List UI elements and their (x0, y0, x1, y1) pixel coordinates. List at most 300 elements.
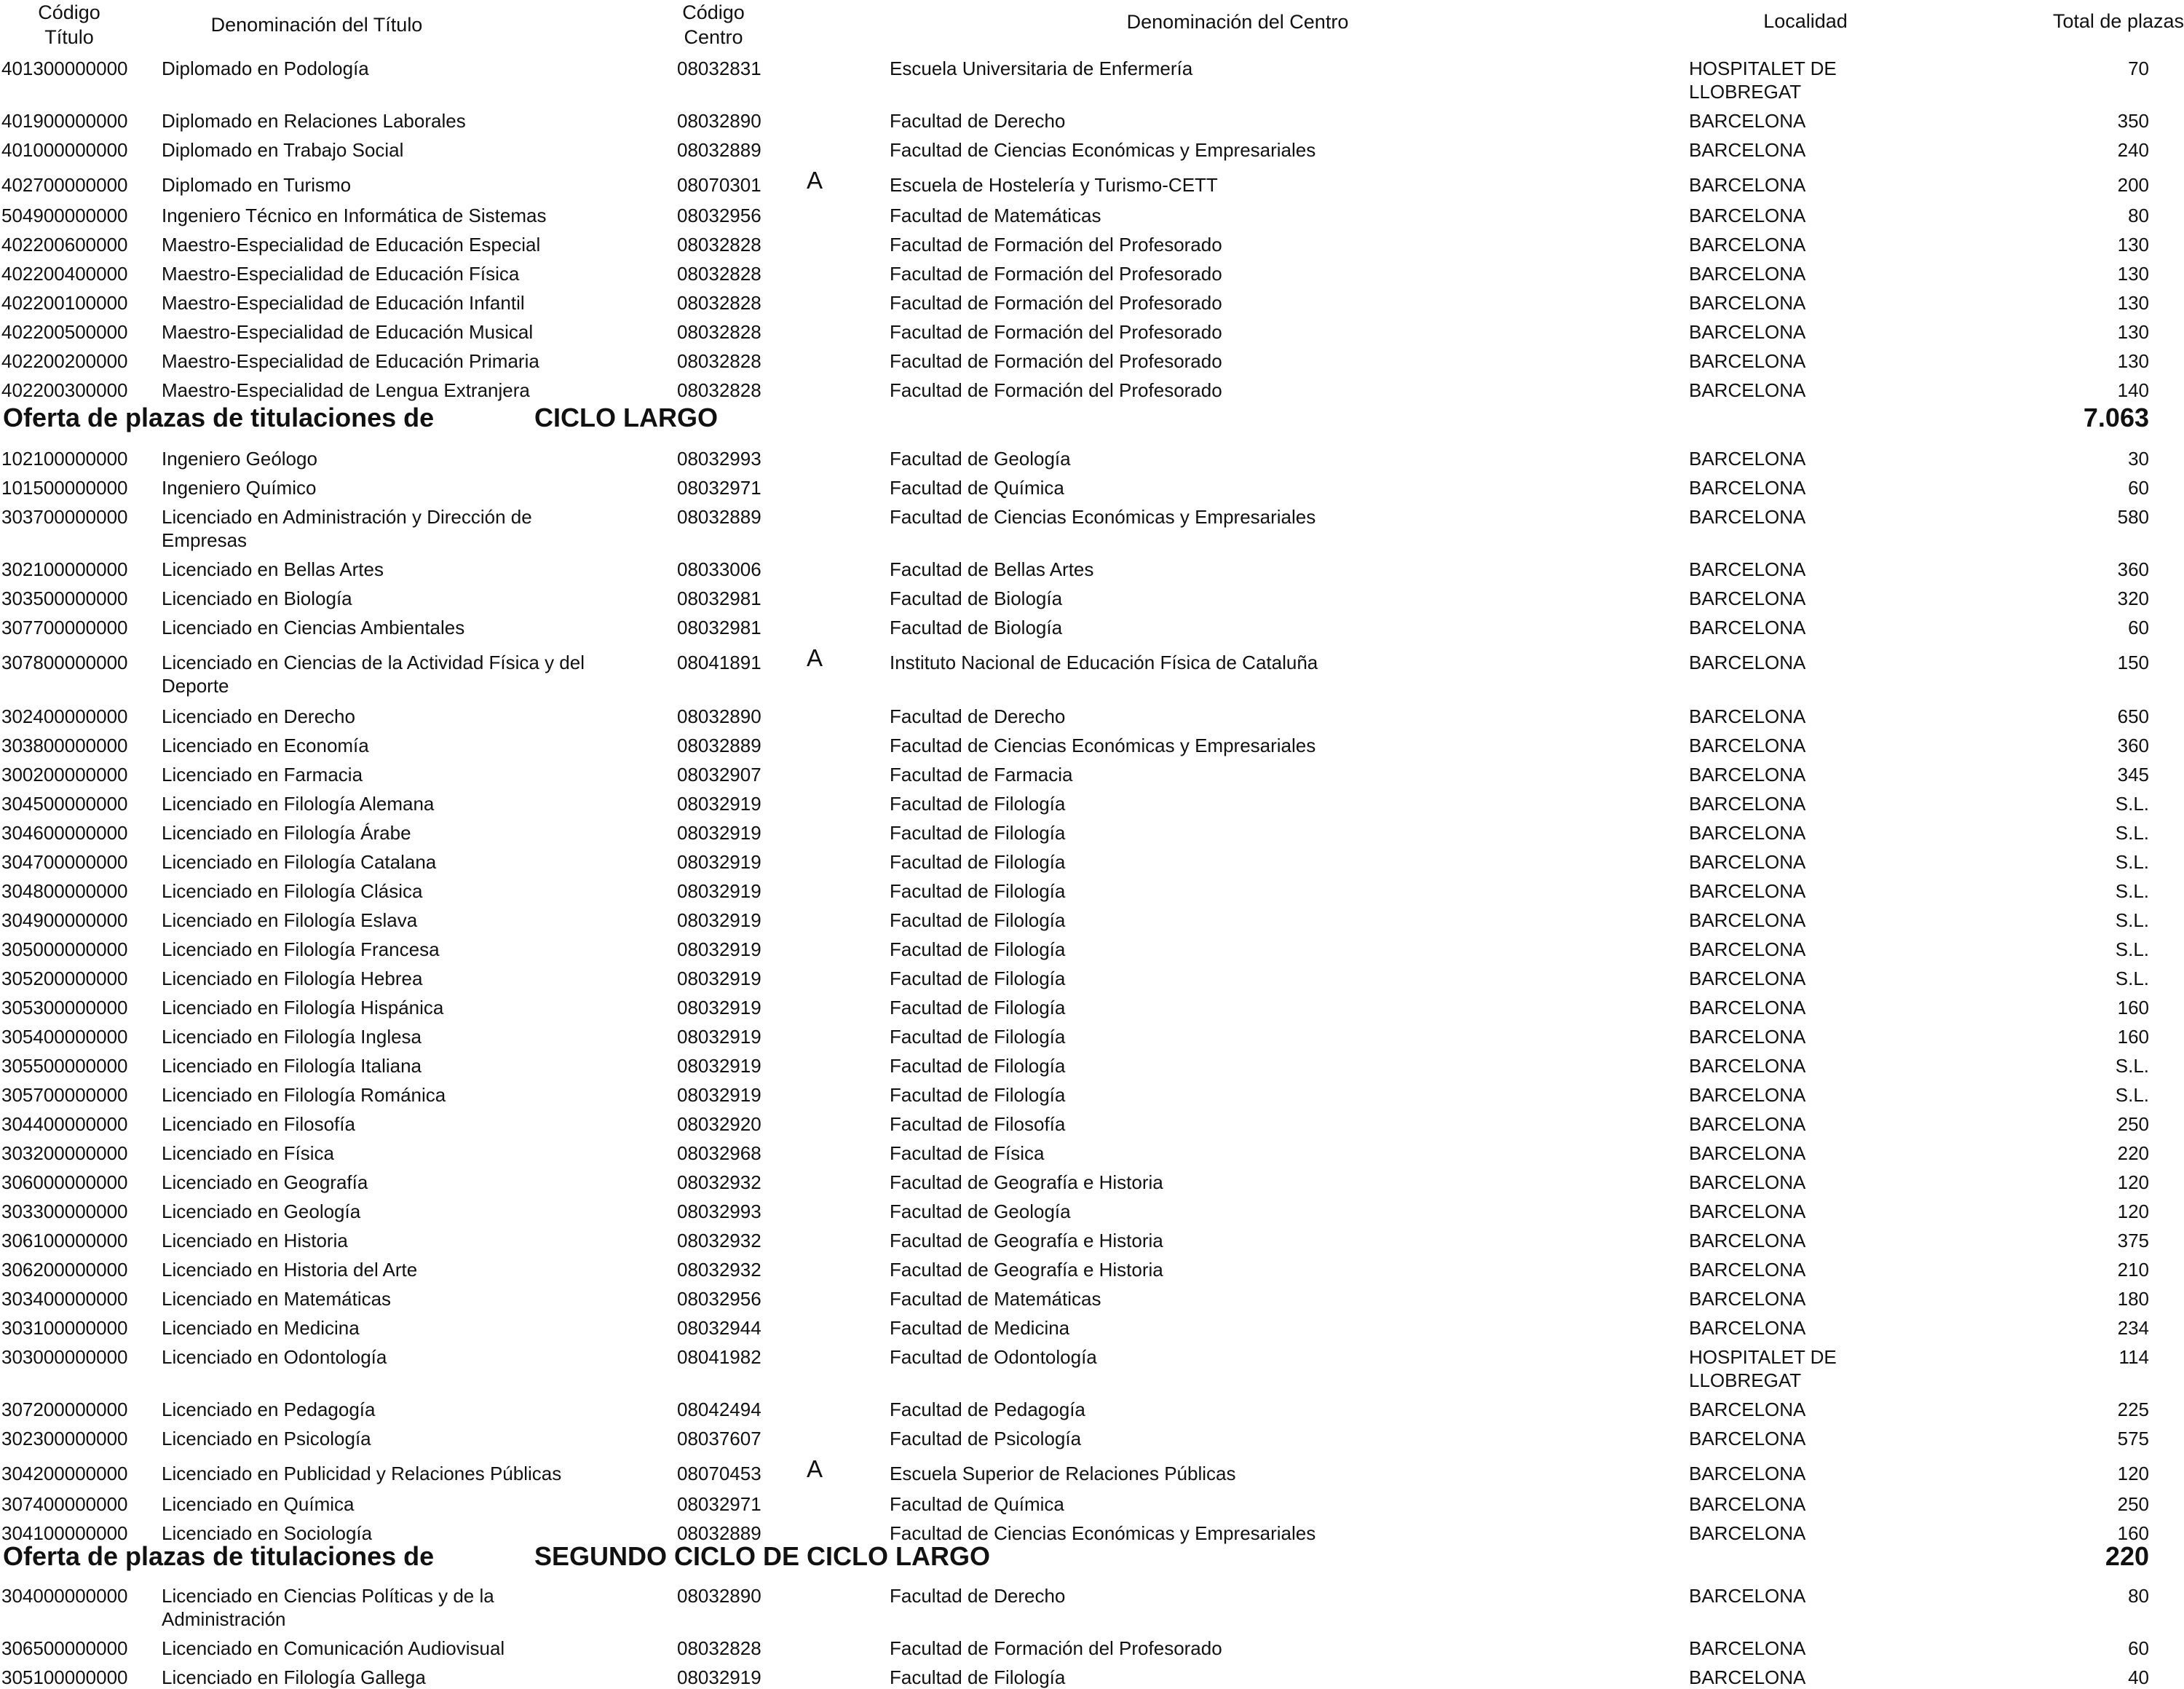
row-total: S.L. (2115, 880, 2149, 902)
row-locality: BARCELONA (1689, 705, 1806, 727)
row-title: Licenciado en Historia del Arte (162, 1259, 418, 1281)
row-center-code: 08032828 (677, 321, 761, 343)
row-total: S.L. (2115, 793, 2149, 815)
row-total: 240 (2117, 139, 2149, 161)
row-center: Facultad de Geología (890, 448, 1071, 470)
row-code: 304600000000 (1, 822, 128, 844)
row-total: 234 (2117, 1317, 2149, 1339)
row-title: Licenciado en Filología Inglesa (162, 1026, 422, 1048)
row-title: Licenciado en Medicina (162, 1317, 360, 1339)
row-locality: BARCELONA (1689, 292, 1806, 314)
row-title: Licenciado en Filosofía (162, 1113, 355, 1135)
row-code: 305100000000 (1, 1666, 128, 1688)
row-locality: BARCELONA (1689, 205, 1806, 226)
row-code: 402200300000 (1, 379, 128, 401)
row-locality: BARCELONA (1689, 764, 1806, 786)
row-title: Maestro-Especialidad de Educación Musical (162, 321, 534, 343)
row-center-code: 08032890 (677, 705, 761, 727)
row-locality: BARCELONA (1689, 851, 1806, 873)
row-code: 305000000000 (1, 938, 128, 960)
row-center-code: 08032828 (677, 263, 761, 285)
row-center-code: 08032890 (677, 1585, 761, 1607)
row-total: 60 (2128, 1637, 2149, 1659)
row-code: 300200000000 (1, 764, 128, 786)
row-locality: BARCELONA (1689, 379, 1806, 401)
row-center: Facultad de Formación del Profesorado (890, 234, 1222, 256)
row-locality: BARCELONA (1689, 1637, 1806, 1659)
row-code: 304000000000 (1, 1585, 128, 1607)
row-center-code: 08032919 (677, 880, 761, 902)
row-locality: BARCELONA (1689, 1259, 1806, 1281)
row-center: Facultad de Matemáticas (890, 1288, 1101, 1310)
row-total: S.L. (2115, 1055, 2149, 1077)
row-locality: BARCELONA (1689, 558, 1806, 580)
row-locality: BARCELONA (1689, 1142, 1806, 1164)
row-center: Facultad de Formación del Profesorado (890, 1637, 1222, 1659)
row-title: Diplomado en Turismo (162, 174, 352, 196)
row-locality: BARCELONA (1689, 1201, 1806, 1222)
row-total: S.L. (2115, 851, 2149, 873)
row-center-code: 08032889 (677, 1522, 761, 1544)
row-center-code: 08032828 (677, 1637, 761, 1659)
row-center-code: 08032919 (677, 822, 761, 844)
row-center: Facultad de Medicina (890, 1317, 1070, 1339)
row-center: Facultad de Derecho (890, 705, 1066, 727)
row-title: Licenciado en Ciencias Ambientales (162, 617, 465, 638)
row-center-code: 08032919 (677, 909, 761, 931)
row-center-code: 08032956 (677, 205, 761, 226)
row-code: 304800000000 (1, 880, 128, 902)
row-total: 360 (2117, 558, 2149, 580)
section-total: 220 (2105, 1541, 2149, 1571)
row-total: 30 (2128, 448, 2149, 470)
row-locality: BARCELONA (1689, 652, 1806, 673)
row-total: S.L. (2115, 938, 2149, 960)
row-locality: BARCELONA (1689, 617, 1806, 638)
row-title: Maestro-Especialidad de Educación Infantil (162, 292, 525, 314)
row-locality: BARCELONA (1689, 1428, 1806, 1449)
row-total: S.L. (2115, 822, 2149, 844)
row-code: 307400000000 (1, 1493, 128, 1515)
row-center: Facultad de Ciencias Económicas y Empresariales (890, 139, 1316, 161)
row-code: 307200000000 (1, 1399, 128, 1420)
row-center-code: 08070301 (677, 174, 761, 196)
row-title: Licenciado en Filología Eslava (162, 909, 418, 931)
row-center: Facultad de Química (890, 477, 1064, 499)
row-total: 120 (2117, 1171, 2149, 1193)
row-total: 130 (2117, 350, 2149, 372)
row-locality: BARCELONA (1689, 321, 1806, 343)
row-center: Facultad de Formación del Profesorado (890, 379, 1222, 401)
row-center: Facultad de Geografía e Historia (890, 1259, 1163, 1281)
row-center-code: 08032889 (677, 735, 761, 756)
row-total: 650 (2117, 705, 2149, 727)
row-code: 305500000000 (1, 1055, 128, 1077)
row-center: Facultad de Ciencias Económicas y Empresariales (890, 735, 1316, 756)
row-center-code: 08042494 (677, 1399, 761, 1420)
row-total: 200 (2117, 174, 2149, 196)
row-center: Facultad de Farmacia (890, 764, 1073, 786)
row-total: S.L. (2115, 909, 2149, 931)
row-total: 130 (2117, 321, 2149, 343)
row-center-code: 08032889 (677, 506, 761, 528)
header-denominacion-centro: Denominación del Centro (1126, 11, 1349, 33)
row-center-code: 08032919 (677, 1666, 761, 1688)
row-title: Licenciado en Filología Clásica (162, 880, 423, 902)
row-total: 160 (2117, 1026, 2149, 1048)
row-locality: BARCELONA (1689, 1084, 1806, 1106)
row-center: Facultad de Ciencias Económicas y Empresariales (890, 506, 1316, 528)
row-center: Facultad de Matemáticas (890, 205, 1101, 226)
row-locality: BARCELONA (1689, 1055, 1806, 1077)
row-code: 304500000000 (1, 793, 128, 815)
row-center: Facultad de Filología (890, 822, 1066, 844)
row-center: Facultad de Formación del Profesorado (890, 292, 1222, 314)
row-code: 306200000000 (1, 1259, 128, 1281)
row-code: 402200500000 (1, 321, 128, 343)
row-code: 304400000000 (1, 1113, 128, 1135)
row-center-code: 08033006 (677, 558, 761, 580)
row-locality: BARCELONA (1689, 1666, 1806, 1688)
row-code: 306000000000 (1, 1171, 128, 1193)
row-center-code: 08032968 (677, 1142, 761, 1164)
row-total: 70 (2128, 58, 2149, 79)
header-localidad: Localidad (1763, 10, 1848, 32)
row-center-code: 08032919 (677, 1084, 761, 1106)
row-center-code: 08032932 (677, 1259, 761, 1281)
row-center: Facultad de Filología (890, 909, 1066, 931)
row-code: 401900000000 (1, 110, 128, 132)
row-code: 402200400000 (1, 263, 128, 285)
row-code: 305700000000 (1, 1084, 128, 1106)
row-code: 305400000000 (1, 1026, 128, 1048)
row-center: Facultad de Odontología (890, 1346, 1097, 1368)
row-center-code: 08032907 (677, 764, 761, 786)
row-locality: BARCELONA (1689, 1026, 1806, 1048)
row-center-code: 08032919 (677, 1026, 761, 1048)
row-total: 130 (2117, 234, 2149, 256)
row-code: 102100000000 (1, 448, 128, 470)
row-locality: BARCELONA (1689, 263, 1806, 285)
row-center: Facultad de Derecho (890, 110, 1066, 132)
row-center-code: 08032919 (677, 997, 761, 1018)
row-locality: BARCELONA (1689, 735, 1806, 756)
row-title: Licenciado en Filología Alemana (162, 793, 435, 815)
row-title: Licenciado en Filología Francesa (162, 938, 440, 960)
row-total: 80 (2128, 1585, 2149, 1607)
row-center: Facultad de Formación del Profesorado (890, 321, 1222, 343)
row-total: 210 (2117, 1259, 2149, 1281)
row-code: 303200000000 (1, 1142, 128, 1164)
row-center-code: 08032932 (677, 1171, 761, 1193)
row-title: Licenciado en Psicología (162, 1428, 371, 1449)
row-center: Facultad de Formación del Profesorado (890, 350, 1222, 372)
row-locality: BARCELONA (1689, 477, 1806, 499)
row-code: 402700000000 (1, 174, 128, 196)
row-title: Licenciado en Farmacia (162, 764, 363, 786)
row-title: Licenciado en Historia (162, 1230, 348, 1251)
row-total: 60 (2128, 477, 2149, 499)
row-center-code: 08032828 (677, 234, 761, 256)
row-title: Diplomado en Podología (162, 58, 369, 79)
row-locality: BARCELONA (1689, 506, 1806, 528)
row-center: Facultad de Formación del Profesorado (890, 263, 1222, 285)
row-title: Licenciado en Comunicación Audiovisual (162, 1637, 505, 1659)
row-code: 305200000000 (1, 968, 128, 989)
row-title: Licenciado en Geografía (162, 1171, 368, 1193)
row-locality: BARCELONA (1689, 448, 1806, 470)
row-center: Facultad de Derecho (890, 1585, 1066, 1607)
row-total: 160 (2117, 997, 2149, 1018)
row-center-code: 08070453 (677, 1463, 761, 1484)
row-center-code: 08032920 (677, 1113, 761, 1135)
row-center: Facultad de Química (890, 1493, 1064, 1515)
row-title: Diplomado en Trabajo Social (162, 139, 404, 161)
row-center: Facultad de Filología (890, 1666, 1066, 1688)
row-center-code: 08032919 (677, 938, 761, 960)
row-title: Licenciado en Derecho (162, 705, 355, 727)
row-title: Licenciado en Filología Italiana (162, 1055, 422, 1077)
row-code: 302100000000 (1, 558, 128, 580)
row-total: 580 (2117, 506, 2149, 528)
row-code: 304900000000 (1, 909, 128, 931)
row-title: Ingeniero Técnico en Informática de Sistemas (162, 205, 547, 226)
row-center-code: 08037607 (677, 1428, 761, 1449)
row-center: Facultad de Bellas Artes (890, 558, 1094, 580)
row-code: 402200100000 (1, 292, 128, 314)
row-locality: BARCELONA (1689, 110, 1806, 132)
row-title: Licenciado en Geología (162, 1201, 361, 1222)
row-total: 80 (2128, 205, 2149, 226)
row-total: 375 (2117, 1230, 2149, 1251)
row-locality: BARCELONA (1689, 938, 1806, 960)
section-name: SEGUNDO CICLO DE CICLO LARGO (534, 1541, 991, 1571)
row-total: 345 (2117, 764, 2149, 786)
row-center: Facultad de Física (890, 1142, 1045, 1164)
row-title: Licenciado en Filología Románica (162, 1084, 446, 1106)
row-title: Licenciado en Filología Hispánica (162, 997, 444, 1018)
row-code: 303800000000 (1, 735, 128, 756)
row-locality: BARCELONA (1689, 822, 1806, 844)
row-center-code: 08032981 (677, 617, 761, 638)
row-code: 305300000000 (1, 997, 128, 1018)
row-title: Licenciado en Filología Hebrea (162, 968, 423, 989)
row-center: Facultad de Filología (890, 880, 1066, 902)
row-center: Facultad de Geografía e Historia (890, 1230, 1163, 1251)
section-prefix: Oferta de plazas de titulaciones de (3, 1541, 435, 1571)
row-code: 304200000000 (1, 1463, 128, 1484)
row-center: Facultad de Filología (890, 1026, 1066, 1048)
row-total: 250 (2117, 1493, 2149, 1515)
row-code: 302300000000 (1, 1428, 128, 1449)
row-title: Licenciado en Filología Gallega (162, 1666, 426, 1688)
row-code: 303700000000 (1, 506, 128, 528)
row-title: Licenciado en Bellas Artes (162, 558, 384, 580)
row-locality: BARCELONA (1689, 1399, 1806, 1420)
row-total: 130 (2117, 263, 2149, 285)
row-locality: BARCELONA (1689, 1288, 1806, 1310)
row-total: 320 (2117, 588, 2149, 609)
row-center-code: 08032919 (677, 968, 761, 989)
row-code: 303300000000 (1, 1201, 128, 1222)
row-center-code: 08032993 (677, 448, 761, 470)
row-total: 60 (2128, 617, 2149, 638)
row-code: 304100000000 (1, 1522, 128, 1544)
row-total: 250 (2117, 1113, 2149, 1135)
row-locality: BARCELONA (1689, 234, 1806, 256)
section-name: CICLO LARGO (534, 403, 718, 432)
row-center-code: 08032981 (677, 588, 761, 609)
header-denominacion-titulo: Denominación del Título (210, 14, 423, 36)
row-total: 150 (2117, 652, 2149, 673)
row-center-code: 08032828 (677, 379, 761, 401)
row-locality: BARCELONA (1689, 588, 1806, 609)
row-locality: BARCELONA (1689, 1317, 1806, 1339)
row-locality: BARCELONA (1689, 1493, 1806, 1515)
row-title: Ingeniero Geólogo (162, 448, 317, 470)
row-title: Maestro-Especialidad de Lengua Extranjera (162, 379, 530, 401)
row-title: Maestro-Especialidad de Educación Física (162, 263, 520, 285)
row-total: S.L. (2115, 1084, 2149, 1106)
row-locality: BARCELONA (1689, 1113, 1806, 1135)
row-center: Facultad de Filología (890, 851, 1066, 873)
row-total: 220 (2117, 1142, 2149, 1164)
row-center: Facultad de Filología (890, 1055, 1066, 1077)
row-center: Instituto Nacional de Educación Física de Cataluña (890, 652, 1318, 673)
row-title: Licenciado en Ciencias de la Actividad Física y del Deporte (162, 652, 585, 697)
row-title: Licenciado en Biología (162, 588, 352, 609)
row-mark: A (807, 644, 823, 671)
header-codigo-titulo: Código Título (38, 1, 100, 48)
row-code: 401000000000 (1, 139, 128, 161)
row-code: 307800000000 (1, 652, 128, 673)
row-title: Licenciado en Matemáticas (162, 1288, 392, 1310)
row-title: Diplomado en Relaciones Laborales (162, 110, 466, 132)
row-total: 160 (2117, 1522, 2149, 1544)
row-total: 140 (2117, 379, 2149, 401)
row-total: 180 (2117, 1288, 2149, 1310)
row-center-code: 08032971 (677, 477, 761, 499)
row-center: Facultad de Biología (890, 588, 1063, 609)
row-title: Licenciado en Odontología (162, 1346, 387, 1368)
row-locality: BARCELONA (1689, 968, 1806, 989)
row-mark: A (807, 1455, 823, 1482)
row-total: 120 (2117, 1463, 2149, 1484)
row-code: 101500000000 (1, 477, 128, 499)
row-center: Facultad de Ciencias Económicas y Empresariales (890, 1522, 1316, 1544)
row-code: 303100000000 (1, 1317, 128, 1339)
row-locality: HOSPITALET DE LLOBREGAT (1689, 58, 1837, 103)
row-center-code: 08032944 (677, 1317, 761, 1339)
row-center: Facultad de Filología (890, 968, 1066, 989)
header-total-plazas: Total de plazas (2052, 10, 2184, 32)
row-code: 303500000000 (1, 588, 128, 609)
row-center-code: 08032919 (677, 793, 761, 815)
row-total: 360 (2117, 735, 2149, 756)
row-code: 401300000000 (1, 58, 128, 79)
row-title: Licenciado en Química (162, 1493, 355, 1515)
row-title: Maestro-Especialidad de Educación Primaria (162, 350, 539, 372)
row-code: 303000000000 (1, 1346, 128, 1368)
row-center: Facultad de Geología (890, 1201, 1071, 1222)
row-locality: BARCELONA (1689, 1463, 1806, 1484)
row-total: 120 (2117, 1201, 2149, 1222)
row-locality: BARCELONA (1689, 997, 1806, 1018)
row-total: 114 (2118, 1346, 2149, 1368)
row-locality: BARCELONA (1689, 350, 1806, 372)
row-center-code: 08032889 (677, 139, 761, 161)
row-center-code: 08041891 (677, 652, 761, 673)
row-title: Licenciado en Administración y Dirección de Empresas (162, 506, 532, 551)
row-code: 302400000000 (1, 705, 128, 727)
row-center-code: 08032828 (677, 292, 761, 314)
row-center-code: 08032919 (677, 1055, 761, 1077)
row-code: 504900000000 (1, 205, 128, 226)
row-code: 304700000000 (1, 851, 128, 873)
row-title: Licenciado en Física (162, 1142, 335, 1164)
row-center-code: 08032993 (677, 1201, 761, 1222)
row-center: Facultad de Psicología (890, 1428, 1082, 1449)
row-title: Licenciado en Economía (162, 735, 369, 756)
row-code: 402200200000 (1, 350, 128, 372)
row-code: 307700000000 (1, 617, 128, 638)
row-code: 306500000000 (1, 1637, 128, 1659)
row-center: Facultad de Filología (890, 997, 1066, 1018)
row-locality: HOSPITALET DE LLOBREGAT (1689, 1346, 1837, 1391)
row-total: 130 (2117, 292, 2149, 314)
row-center-code: 08032890 (677, 110, 761, 132)
row-center: Facultad de Geografía e Historia (890, 1171, 1163, 1193)
row-total: S.L. (2115, 968, 2149, 989)
row-center: Facultad de Biología (890, 617, 1063, 638)
row-center: Facultad de Pedagogía (890, 1399, 1085, 1420)
row-title: Licenciado en Sociología (162, 1522, 373, 1544)
row-title: Licenciado en Filología Catalana (162, 851, 437, 873)
row-title: Licenciado en Ciencias Políticas y de la Administración (162, 1585, 494, 1630)
header-codigo-centro: Código Centro (682, 1, 745, 48)
row-center-code: 08032919 (677, 851, 761, 873)
row-center: Escuela de Hostelería y Turismo-CETT (890, 174, 1218, 196)
row-mark: A (807, 167, 823, 194)
row-code: 303400000000 (1, 1288, 128, 1310)
row-center: Facultad de Filología (890, 1084, 1066, 1106)
row-center-code: 08041982 (677, 1346, 761, 1368)
row-code: 306100000000 (1, 1230, 128, 1251)
row-locality: BARCELONA (1689, 909, 1806, 931)
row-center-code: 08032971 (677, 1493, 761, 1515)
row-title: Maestro-Especialidad de Educación Especial (162, 234, 541, 256)
section-total: 7.063 (2083, 403, 2149, 432)
row-center-code: 08032956 (677, 1288, 761, 1310)
row-locality: BARCELONA (1689, 1522, 1806, 1544)
row-center: Facultad de Filosofía (890, 1113, 1066, 1135)
row-center: Escuela Superior de Relaciones Públicas (890, 1463, 1236, 1484)
row-center-code: 08032932 (677, 1230, 761, 1251)
row-center: Facultad de Filología (890, 938, 1066, 960)
row-title: Licenciado en Filología Árabe (162, 822, 411, 844)
row-locality: BARCELONA (1689, 174, 1806, 196)
row-locality: BARCELONA (1689, 1171, 1806, 1193)
row-title: Licenciado en Publicidad y Relaciones Públicas (162, 1463, 562, 1484)
row-total: 225 (2117, 1399, 2149, 1420)
row-center-code: 08032831 (677, 58, 761, 79)
row-center: Facultad de Filología (890, 793, 1066, 815)
row-total: 40 (2128, 1666, 2149, 1688)
row-total: 575 (2117, 1428, 2149, 1449)
row-locality: BARCELONA (1689, 880, 1806, 902)
row-locality: BARCELONA (1689, 793, 1806, 815)
row-center-code: 08032828 (677, 350, 761, 372)
